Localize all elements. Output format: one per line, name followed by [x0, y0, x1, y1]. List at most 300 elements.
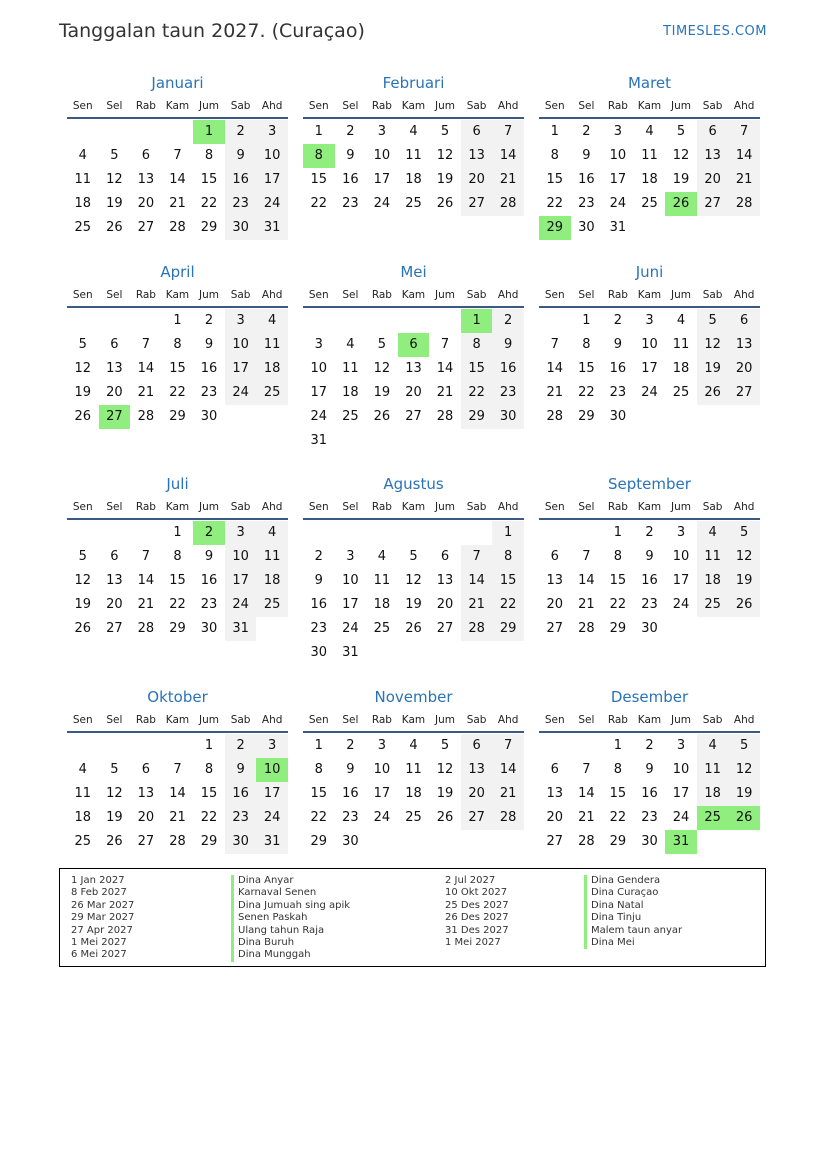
day-cell[interactable]: 7	[492, 734, 524, 758]
day-cell[interactable]: 16	[492, 357, 524, 381]
day-cell[interactable]: 26	[436, 810, 454, 825]
day-cell[interactable]: 9	[225, 144, 257, 168]
day-cell[interactable]: 14	[492, 758, 524, 782]
day-cell[interactable]: 6	[550, 549, 559, 564]
day-cell[interactable]: 15	[200, 172, 218, 187]
day-cell[interactable]: 22	[461, 381, 493, 405]
day-cell[interactable]: 27	[405, 409, 422, 424]
day-cell[interactable]: 16	[342, 172, 359, 187]
day-cell[interactable]: 10	[310, 361, 328, 376]
day-cell[interactable]: 7	[582, 762, 591, 777]
day-cell[interactable]: 10	[373, 762, 391, 777]
day-cell[interactable]: 22	[578, 385, 595, 400]
day-cell[interactable]: 16	[609, 361, 627, 376]
day-cell[interactable]: 1	[173, 525, 182, 540]
day-cell[interactable]: 5	[728, 521, 760, 545]
day-cell[interactable]: 3	[314, 337, 323, 352]
day-cell[interactable]: 18	[74, 810, 92, 825]
day-cell[interactable]: 3	[676, 738, 686, 753]
day-cell[interactable]: 11	[672, 337, 690, 352]
day-cell[interactable]: 1	[314, 124, 323, 139]
day-cell[interactable]: 12	[697, 333, 729, 357]
day-cell[interactable]: 23	[225, 806, 257, 830]
day-cell[interactable]: 6	[461, 120, 493, 144]
day-cell[interactable]: 21	[578, 810, 595, 825]
day-cell[interactable]: 22	[609, 810, 627, 825]
day-cell[interactable]: 30	[609, 409, 627, 424]
day-cell[interactable]: 27	[461, 806, 493, 830]
day-cell[interactable]: 18	[373, 597, 391, 612]
day-cell[interactable]: 5	[78, 337, 87, 352]
day-cell[interactable]: 14	[728, 144, 760, 168]
day-cell[interactable]: 24	[609, 196, 627, 211]
day-cell[interactable]: 23	[200, 597, 218, 612]
day-cell[interactable]: 5	[440, 124, 450, 139]
day-cell[interactable]: 13	[137, 786, 155, 801]
day-cell[interactable]: 22	[169, 597, 186, 612]
day-cell[interactable]: 6	[440, 549, 450, 564]
day-cell[interactable]: 6	[697, 120, 729, 144]
day-cell[interactable]: 17	[225, 357, 257, 381]
day-cell[interactable]: 20	[461, 782, 493, 806]
day-cell[interactable]: 3	[613, 124, 623, 139]
day-cell[interactable]: 28	[137, 409, 155, 424]
day-cell[interactable]: 25	[256, 381, 288, 405]
day-cell[interactable]: 24	[342, 621, 359, 636]
day-cell[interactable]: 28	[546, 409, 564, 424]
day-cell[interactable]: 11	[74, 172, 92, 187]
day-cell[interactable]: 23	[342, 196, 359, 211]
day-cell[interactable]: 8	[613, 762, 623, 777]
day-cell[interactable]: 3	[377, 124, 387, 139]
day-cell[interactable]: 18	[697, 782, 729, 806]
day-cell[interactable]: 30	[342, 834, 359, 849]
day-cell[interactable]: 21	[169, 810, 186, 825]
day-cell[interactable]: 9	[204, 549, 214, 564]
day-cell[interactable]: 17	[672, 573, 690, 588]
day-cell[interactable]: 16	[200, 573, 218, 588]
day-cell[interactable]: 29	[578, 409, 595, 424]
day-cell[interactable]: 24	[225, 593, 257, 617]
day-cell[interactable]: 9	[225, 758, 257, 782]
day-cell[interactable]: 25	[405, 810, 422, 825]
day-cell[interactable]: 18	[256, 357, 288, 381]
day-cell[interactable]: 29	[169, 621, 186, 636]
day-cell[interactable]: 22	[546, 196, 564, 211]
day-cell[interactable]: 4	[697, 521, 729, 545]
day-cell[interactable]: 24	[256, 192, 288, 216]
day-cell[interactable]: 21	[546, 385, 564, 400]
day-cell[interactable]: 12	[728, 758, 760, 782]
day-cell[interactable]: 14	[169, 172, 186, 187]
day-cell[interactable]: 14	[169, 786, 186, 801]
day-cell[interactable]: 29	[200, 220, 218, 235]
day-cell[interactable]: 1	[173, 313, 182, 328]
day-cell[interactable]: 11	[74, 786, 92, 801]
day-cell[interactable]: 27	[461, 192, 493, 216]
day-cell[interactable]: 15	[169, 361, 186, 376]
day-cell[interactable]: 2	[613, 313, 623, 328]
day-cell[interactable]: 15	[200, 786, 218, 801]
day-cell[interactable]: 17	[256, 782, 288, 806]
day-cell[interactable]: 14	[461, 569, 493, 593]
day-cell[interactable]: 17	[609, 172, 627, 187]
day-cell[interactable]: 26	[728, 593, 760, 617]
day-cell[interactable]: 3	[256, 120, 288, 144]
holiday-day-cell[interactable]: 26	[728, 806, 760, 830]
day-cell[interactable]: 31	[225, 617, 257, 641]
day-cell[interactable]: 15	[492, 569, 524, 593]
day-cell[interactable]: 19	[436, 786, 454, 801]
day-cell[interactable]: 2	[225, 734, 257, 758]
day-cell[interactable]: 23	[578, 196, 595, 211]
day-cell[interactable]: 10	[256, 144, 288, 168]
day-cell[interactable]: 26	[697, 381, 729, 405]
day-cell[interactable]: 22	[609, 597, 627, 612]
day-cell[interactable]: 26	[74, 621, 92, 636]
day-cell[interactable]: 13	[106, 573, 123, 588]
day-cell[interactable]: 1	[613, 738, 623, 753]
day-cell[interactable]: 14	[546, 361, 564, 376]
day-cell[interactable]: 26	[436, 196, 454, 211]
day-cell[interactable]: 10	[672, 762, 690, 777]
day-cell[interactable]: 13	[546, 573, 564, 588]
day-cell[interactable]: 20	[436, 597, 454, 612]
day-cell[interactable]: 12	[74, 573, 92, 588]
day-cell[interactable]: 23	[225, 192, 257, 216]
day-cell[interactable]: 15	[609, 573, 627, 588]
day-cell[interactable]: 21	[436, 385, 454, 400]
day-cell[interactable]: 8	[550, 148, 559, 163]
day-cell[interactable]: 23	[641, 597, 658, 612]
day-cell[interactable]: 5	[676, 124, 686, 139]
brand-logo[interactable]: TIMESLES.COM	[663, 24, 767, 39]
day-cell[interactable]: 16	[200, 361, 218, 376]
day-cell[interactable]: 19	[697, 357, 729, 381]
day-cell[interactable]: 13	[436, 573, 454, 588]
day-cell[interactable]: 25	[697, 593, 729, 617]
day-cell[interactable]: 25	[641, 196, 658, 211]
day-cell[interactable]: 7	[461, 545, 493, 569]
day-cell[interactable]: 24	[672, 597, 690, 612]
day-cell[interactable]: 28	[728, 192, 760, 216]
day-cell[interactable]: 12	[74, 361, 92, 376]
day-cell[interactable]: 10	[342, 573, 359, 588]
holiday-day-cell[interactable]: 1	[461, 309, 493, 333]
day-cell[interactable]: 4	[78, 762, 87, 777]
day-cell[interactable]: 10	[225, 333, 257, 357]
day-cell[interactable]: 10	[672, 549, 690, 564]
day-cell[interactable]: 25	[74, 834, 92, 849]
day-cell[interactable]: 4	[409, 738, 418, 753]
day-cell[interactable]: 25	[405, 196, 422, 211]
day-cell[interactable]: 29	[461, 405, 493, 429]
day-cell[interactable]: 16	[342, 786, 359, 801]
day-cell[interactable]: 11	[697, 758, 729, 782]
day-cell[interactable]: 31	[256, 216, 288, 240]
day-cell[interactable]: 7	[728, 120, 760, 144]
day-cell[interactable]: 28	[137, 621, 155, 636]
day-cell[interactable]: 18	[256, 569, 288, 593]
day-cell[interactable]: 24	[641, 385, 658, 400]
day-cell[interactable]: 28	[461, 617, 493, 641]
day-cell[interactable]: 11	[373, 573, 391, 588]
holiday-day-cell[interactable]: 27	[99, 405, 131, 429]
day-cell[interactable]: 27	[436, 621, 454, 636]
day-cell[interactable]: 30	[200, 409, 218, 424]
day-cell[interactable]: 26	[74, 409, 92, 424]
day-cell[interactable]: 17	[310, 385, 328, 400]
day-cell[interactable]: 12	[672, 148, 690, 163]
day-cell[interactable]: 22	[200, 810, 218, 825]
day-cell[interactable]: 15	[546, 172, 564, 187]
day-cell[interactable]: 12	[106, 172, 123, 187]
day-cell[interactable]: 24	[373, 810, 391, 825]
day-cell[interactable]: 11	[405, 762, 422, 777]
day-cell[interactable]: 4	[676, 313, 686, 328]
day-cell[interactable]: 5	[697, 309, 729, 333]
day-cell[interactable]: 29	[169, 409, 186, 424]
day-cell[interactable]: 27	[137, 834, 155, 849]
day-cell[interactable]: 19	[106, 810, 123, 825]
day-cell[interactable]: 4	[346, 337, 355, 352]
day-cell[interactable]: 18	[697, 569, 729, 593]
day-cell[interactable]: 14	[492, 144, 524, 168]
day-cell[interactable]: 30	[200, 621, 218, 636]
day-cell[interactable]: 24	[225, 381, 257, 405]
day-cell[interactable]: 11	[342, 361, 359, 376]
day-cell[interactable]: 8	[492, 545, 524, 569]
day-cell[interactable]: 5	[728, 734, 760, 758]
day-cell[interactable]: 7	[141, 337, 151, 352]
holiday-day-cell[interactable]: 8	[303, 144, 335, 168]
day-cell[interactable]: 4	[697, 734, 729, 758]
day-cell[interactable]: 20	[106, 385, 123, 400]
holiday-day-cell[interactable]: 31	[665, 830, 697, 854]
day-cell[interactable]: 8	[173, 549, 182, 564]
day-cell[interactable]: 20	[546, 597, 564, 612]
day-cell[interactable]: 4	[256, 521, 288, 545]
day-cell[interactable]: 20	[106, 597, 123, 612]
day-cell[interactable]: 22	[310, 196, 328, 211]
day-cell[interactable]: 28	[169, 220, 186, 235]
day-cell[interactable]: 27	[728, 381, 760, 405]
day-cell[interactable]: 26	[106, 834, 123, 849]
day-cell[interactable]: 27	[697, 192, 729, 216]
day-cell[interactable]: 30	[641, 621, 658, 636]
day-cell[interactable]: 30	[225, 830, 257, 854]
day-cell[interactable]: 8	[582, 337, 591, 352]
day-cell[interactable]: 28	[578, 621, 595, 636]
day-cell[interactable]: 29	[200, 834, 218, 849]
day-cell[interactable]: 20	[697, 168, 729, 192]
day-cell[interactable]: 30	[492, 405, 524, 429]
day-cell[interactable]: 19	[373, 385, 391, 400]
day-cell[interactable]: 20	[728, 357, 760, 381]
day-cell[interactable]: 5	[110, 148, 119, 163]
day-cell[interactable]: 19	[672, 172, 690, 187]
day-cell[interactable]: 14	[137, 573, 155, 588]
day-cell[interactable]: 10	[641, 337, 658, 352]
day-cell[interactable]: 30	[578, 220, 595, 235]
day-cell[interactable]: 13	[137, 172, 155, 187]
day-cell[interactable]: 8	[204, 762, 214, 777]
day-cell[interactable]: 28	[169, 834, 186, 849]
day-cell[interactable]: 8	[173, 337, 182, 352]
day-cell[interactable]: 12	[436, 762, 454, 777]
day-cell[interactable]: 29	[492, 617, 524, 641]
day-cell[interactable]: 6	[110, 337, 119, 352]
day-cell[interactable]: 18	[672, 361, 690, 376]
day-cell[interactable]: 14	[137, 361, 155, 376]
day-cell[interactable]: 2	[492, 309, 524, 333]
day-cell[interactable]: 1	[204, 738, 214, 753]
holiday-day-cell[interactable]: 1	[193, 120, 225, 144]
day-cell[interactable]: 1	[492, 521, 524, 545]
day-cell[interactable]: 22	[200, 196, 218, 211]
day-cell[interactable]: 8	[314, 762, 323, 777]
day-cell[interactable]: 22	[310, 810, 328, 825]
day-cell[interactable]: 2	[204, 313, 214, 328]
day-cell[interactable]: 9	[492, 333, 524, 357]
day-cell[interactable]: 3	[225, 309, 257, 333]
holiday-day-cell[interactable]: 10	[256, 758, 288, 782]
day-cell[interactable]: 24	[373, 196, 391, 211]
day-cell[interactable]: 28	[492, 192, 524, 216]
day-cell[interactable]: 25	[373, 621, 391, 636]
day-cell[interactable]: 2	[645, 525, 654, 540]
day-cell[interactable]: 15	[310, 172, 328, 187]
day-cell[interactable]: 8	[461, 333, 493, 357]
day-cell[interactable]: 31	[256, 830, 288, 854]
day-cell[interactable]: 29	[609, 834, 627, 849]
day-cell[interactable]: 18	[405, 786, 422, 801]
day-cell[interactable]: 31	[310, 433, 328, 448]
day-cell[interactable]: 22	[492, 593, 524, 617]
day-cell[interactable]: 27	[106, 621, 123, 636]
day-cell[interactable]: 12	[436, 148, 454, 163]
day-cell[interactable]: 10	[609, 148, 627, 163]
day-cell[interactable]: 25	[74, 220, 92, 235]
day-cell[interactable]: 10	[225, 545, 257, 569]
day-cell[interactable]: 21	[461, 593, 493, 617]
day-cell[interactable]: 20	[405, 385, 422, 400]
day-cell[interactable]: 24	[672, 810, 690, 825]
day-cell[interactable]: 2	[582, 124, 591, 139]
day-cell[interactable]: 11	[256, 545, 288, 569]
day-cell[interactable]: 4	[409, 124, 418, 139]
day-cell[interactable]: 8	[204, 148, 214, 163]
day-cell[interactable]: 23	[492, 381, 524, 405]
day-cell[interactable]: 10	[373, 148, 391, 163]
day-cell[interactable]: 7	[550, 337, 559, 352]
day-cell[interactable]: 6	[141, 762, 151, 777]
day-cell[interactable]: 25	[256, 593, 288, 617]
day-cell[interactable]: 6	[461, 734, 493, 758]
day-cell[interactable]: 3	[225, 521, 257, 545]
holiday-day-cell[interactable]: 25	[697, 806, 729, 830]
day-cell[interactable]: 18	[342, 385, 359, 400]
day-cell[interactable]: 15	[461, 357, 493, 381]
day-cell[interactable]: 23	[200, 385, 218, 400]
day-cell[interactable]: 3	[377, 738, 387, 753]
day-cell[interactable]: 12	[728, 545, 760, 569]
day-cell[interactable]: 6	[141, 148, 151, 163]
day-cell[interactable]: 29	[609, 621, 627, 636]
day-cell[interactable]: 23	[342, 810, 359, 825]
day-cell[interactable]: 13	[461, 144, 493, 168]
day-cell[interactable]: 19	[728, 782, 760, 806]
day-cell[interactable]: 16	[310, 597, 328, 612]
day-cell[interactable]: 24	[256, 806, 288, 830]
day-cell[interactable]: 16	[641, 786, 658, 801]
day-cell[interactable]: 23	[310, 621, 328, 636]
day-cell[interactable]: 2	[645, 738, 654, 753]
day-cell[interactable]: 27	[546, 834, 564, 849]
day-cell[interactable]: 16	[578, 172, 595, 187]
day-cell[interactable]: 17	[225, 569, 257, 593]
day-cell[interactable]: 17	[256, 168, 288, 192]
holiday-day-cell[interactable]: 6	[398, 333, 430, 357]
day-cell[interactable]: 4	[645, 124, 654, 139]
day-cell[interactable]: 11	[256, 333, 288, 357]
day-cell[interactable]: 19	[74, 385, 92, 400]
day-cell[interactable]: 1	[314, 738, 323, 753]
day-cell[interactable]: 11	[405, 148, 422, 163]
day-cell[interactable]: 17	[641, 361, 658, 376]
day-cell[interactable]: 17	[373, 786, 391, 801]
day-cell[interactable]: 19	[74, 597, 92, 612]
day-cell[interactable]: 4	[78, 148, 87, 163]
day-cell[interactable]: 4	[377, 549, 387, 564]
day-cell[interactable]: 28	[492, 806, 524, 830]
day-cell[interactable]: 18	[405, 172, 422, 187]
day-cell[interactable]: 28	[578, 834, 595, 849]
day-cell[interactable]: 11	[697, 545, 729, 569]
day-cell[interactable]: 19	[728, 569, 760, 593]
day-cell[interactable]: 24	[310, 409, 328, 424]
day-cell[interactable]: 17	[672, 786, 690, 801]
day-cell[interactable]: 1	[582, 313, 591, 328]
day-cell[interactable]: 1	[550, 124, 559, 139]
day-cell[interactable]: 11	[641, 148, 658, 163]
day-cell[interactable]: 18	[641, 172, 658, 187]
holiday-day-cell[interactable]: 29	[539, 216, 571, 240]
day-cell[interactable]: 23	[609, 385, 627, 400]
day-cell[interactable]: 15	[578, 361, 595, 376]
day-cell[interactable]: 23	[641, 810, 658, 825]
day-cell[interactable]: 15	[169, 573, 186, 588]
day-cell[interactable]: 7	[141, 549, 151, 564]
day-cell[interactable]: 22	[169, 385, 186, 400]
day-cell[interactable]: 2	[314, 549, 323, 564]
day-cell[interactable]: 27	[546, 621, 564, 636]
day-cell[interactable]: 21	[137, 385, 155, 400]
day-cell[interactable]: 3	[256, 734, 288, 758]
day-cell[interactable]: 21	[169, 196, 186, 211]
day-cell[interactable]: 2	[346, 738, 355, 753]
day-cell[interactable]: 16	[641, 573, 658, 588]
day-cell[interactable]: 31	[609, 220, 627, 235]
day-cell[interactable]: 21	[492, 782, 524, 806]
day-cell[interactable]: 3	[645, 313, 654, 328]
day-cell[interactable]: 16	[225, 782, 257, 806]
day-cell[interactable]: 5	[110, 762, 119, 777]
day-cell[interactable]: 3	[676, 525, 686, 540]
day-cell[interactable]: 25	[672, 385, 690, 400]
day-cell[interactable]: 5	[440, 738, 450, 753]
day-cell[interactable]: 29	[310, 834, 328, 849]
